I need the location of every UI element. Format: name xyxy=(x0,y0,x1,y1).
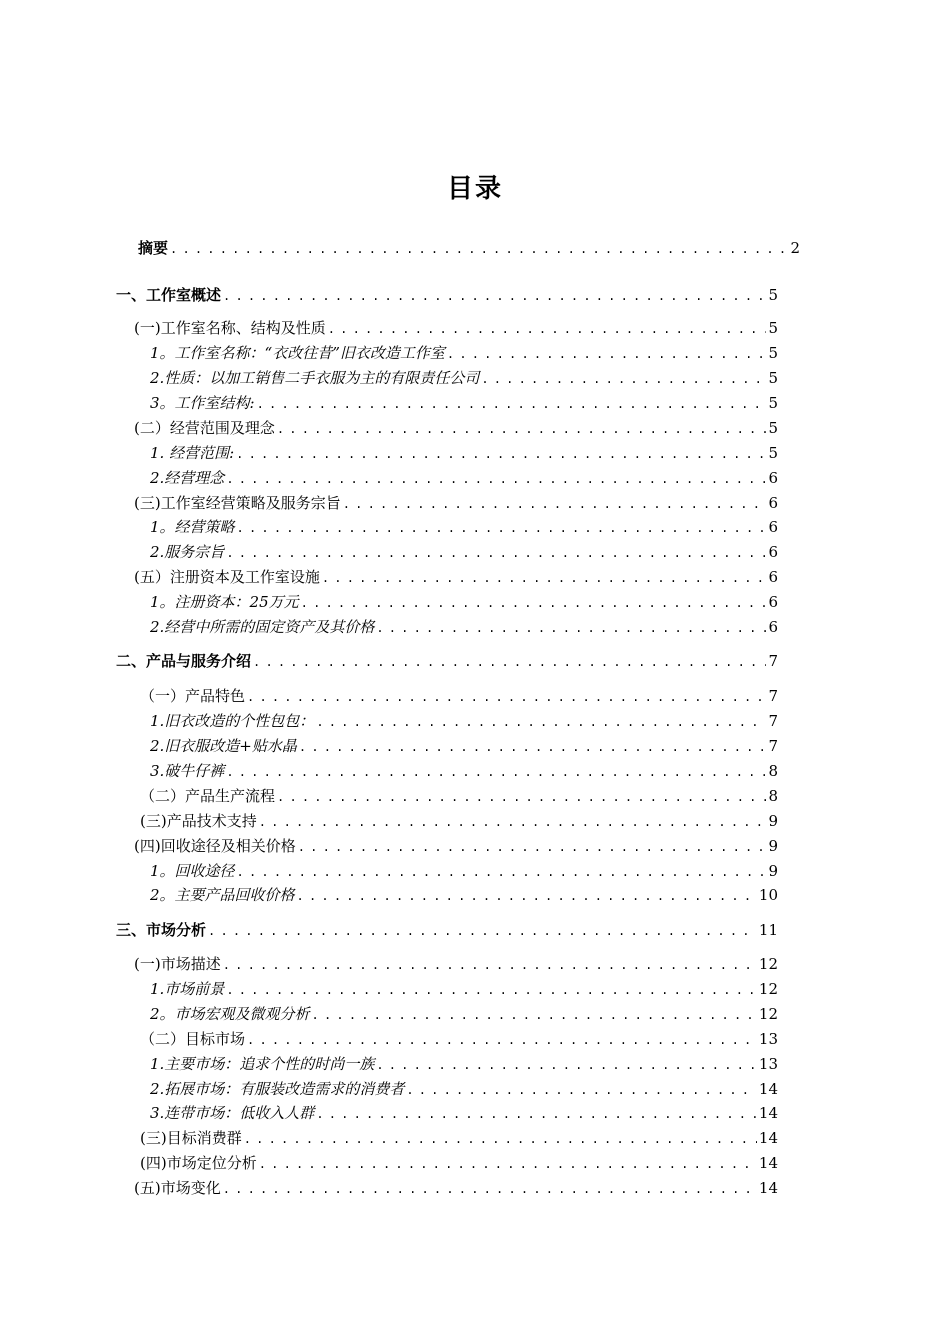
toc-page-number: 6 xyxy=(768,469,778,487)
dot-leader xyxy=(328,318,767,340)
toc-entry[interactable] xyxy=(150,1102,778,1124)
toc-page-number: 5 xyxy=(768,286,778,304)
dot-leader xyxy=(481,368,766,390)
dot-leader xyxy=(226,761,766,783)
dot-leader xyxy=(236,443,766,465)
toc-entry-label: 1. 经营范围: xyxy=(150,444,235,462)
toc-entry[interactable] xyxy=(140,1028,778,1050)
toc-entry-label: 1。经营策略 xyxy=(150,518,235,536)
toc-entry-label: 1。工作室名称：“衣改往昔”旧衣改造工作室 xyxy=(150,344,445,362)
toc-entry-label: 1.主要市场：追求个性的时尚一族 xyxy=(150,1055,375,1073)
toc-entry[interactable] xyxy=(150,516,778,538)
toc-entry-label: 2.经营理念 xyxy=(150,469,225,487)
toc-entry[interactable] xyxy=(150,616,778,638)
toc-entry[interactable] xyxy=(134,566,778,588)
toc-entry-label: 2.拓展市场：有服装改造需求的消费者 xyxy=(150,1080,405,1098)
toc-entry-label: 三、市场分析 xyxy=(116,921,207,939)
toc-page-number: 11 xyxy=(758,921,778,939)
toc-page-number: 9 xyxy=(768,862,778,880)
toc-page-number: 14 xyxy=(758,1179,778,1197)
toc-page-number: 6 xyxy=(768,494,778,512)
toc-entry-label: 3.破牛仔裤 xyxy=(150,762,225,780)
toc-entry-label: (四)市场定位分析 xyxy=(140,1154,257,1172)
dot-leader xyxy=(223,285,766,307)
toc-entry-label: (五）注册资本及工作室设施 xyxy=(134,568,320,586)
dot-leader xyxy=(259,1153,757,1175)
toc-entry[interactable] xyxy=(134,953,778,975)
toc-entry-label: 摘要 xyxy=(138,239,169,257)
dot-leader xyxy=(322,567,767,589)
toc-entry-label: 2.经营中所需的固定资产及其价格 xyxy=(150,618,375,636)
toc-page-number: 12 xyxy=(758,1005,778,1023)
dot-leader xyxy=(237,861,767,883)
toc-entry[interactable] xyxy=(150,978,778,1000)
toc-entry[interactable] xyxy=(150,860,778,882)
toc-entry[interactable] xyxy=(116,919,778,941)
dot-leader xyxy=(312,1004,757,1026)
toc-page-number: 6 xyxy=(768,543,778,561)
toc-entry-label: (二）经营范围及理念 xyxy=(134,419,275,437)
toc-page-number: 6 xyxy=(768,568,778,586)
dot-leader xyxy=(376,1054,757,1076)
toc-page-number: 14 xyxy=(758,1104,778,1122)
dot-leader xyxy=(406,1079,757,1101)
toc-page-number: 9 xyxy=(768,837,778,855)
toc-page-number: 2 xyxy=(790,239,800,257)
toc-entry[interactable] xyxy=(150,1053,778,1075)
toc-entry-label: 2.性质：以加工销售二手衣服为主的有限责任公司 xyxy=(150,369,480,387)
dot-leader xyxy=(259,811,767,833)
toc-entry-label: （二）产品生产流程 xyxy=(140,787,276,805)
toc-entry-label: (三)工作室经营策略及服务宗旨 xyxy=(134,494,341,512)
toc-entry[interactable] xyxy=(140,685,778,707)
toc-entry[interactable] xyxy=(134,417,778,439)
toc-entry-label: (一)市场描述 xyxy=(134,955,221,973)
toc-page-number: 12 xyxy=(758,980,778,998)
toc-entry[interactable] xyxy=(150,884,778,906)
toc-entry[interactable] xyxy=(140,785,778,807)
dot-leader xyxy=(226,468,766,490)
toc-entry-label: (四)回收途径及相关价格 xyxy=(134,837,296,855)
toc-page-number: 7 xyxy=(768,687,778,705)
dot-leader xyxy=(247,686,766,708)
dot-leader xyxy=(237,517,767,539)
toc-entry[interactable] xyxy=(134,492,778,514)
toc-entry-label: （一）产品特色 xyxy=(140,687,246,705)
toc-page-number: 6 xyxy=(768,618,778,636)
dot-leader xyxy=(253,651,766,673)
toc-entry[interactable] xyxy=(140,810,778,832)
toc-entry[interactable] xyxy=(150,467,778,489)
toc-entry-label: 1。回收途径 xyxy=(150,862,235,880)
toc-page-number: 9 xyxy=(768,812,778,830)
dot-leader xyxy=(299,736,767,758)
toc-entry-label: （二）目标市场 xyxy=(140,1030,246,1048)
toc-entry[interactable] xyxy=(138,237,800,259)
toc-page-number: 8 xyxy=(768,787,778,805)
toc-entry[interactable] xyxy=(150,392,778,414)
toc-entry-label: (三)产品技术支持 xyxy=(140,812,257,830)
toc-page-number: 7 xyxy=(768,712,778,730)
toc-entry[interactable] xyxy=(150,760,778,782)
dot-leader xyxy=(277,418,767,440)
toc-entry[interactable] xyxy=(150,735,778,757)
toc-entry-label: (一)工作室名称、结构及性质 xyxy=(134,319,326,337)
toc-page-number: 8 xyxy=(768,762,778,780)
toc-entry-label: 3.连带市场：低收入人群 xyxy=(150,1104,315,1122)
dot-leader xyxy=(298,836,767,858)
toc-page-number: 14 xyxy=(758,1129,778,1147)
toc-entry[interactable] xyxy=(150,367,778,389)
dot-leader xyxy=(247,1029,757,1051)
toc-page-number: 5 xyxy=(768,419,778,437)
toc-page-number: 6 xyxy=(768,518,778,536)
toc-entry[interactable] xyxy=(134,1177,778,1199)
toc-page-number: 13 xyxy=(758,1055,778,1073)
toc-page-number: 5 xyxy=(768,444,778,462)
dot-leader xyxy=(257,393,767,415)
toc-page-number: 13 xyxy=(758,1030,778,1048)
dot-leader xyxy=(301,592,767,614)
dot-leader xyxy=(297,885,757,907)
dot-leader xyxy=(223,1178,757,1200)
dot-leader xyxy=(447,343,767,365)
toc-entry-label: 一、工作室概述 xyxy=(116,286,222,304)
toc-entry-label: 1.市场前景 xyxy=(150,980,225,998)
toc-entry-label: (五)市场变化 xyxy=(134,1179,221,1197)
toc-entry[interactable] xyxy=(150,710,778,732)
toc-entry[interactable] xyxy=(150,342,778,364)
toc-entry[interactable] xyxy=(134,835,778,857)
toc-page-number: 7 xyxy=(768,652,778,670)
toc-entry[interactable] xyxy=(116,650,778,672)
dot-leader xyxy=(208,920,757,942)
toc-page-number: 14 xyxy=(758,1154,778,1172)
dot-leader xyxy=(277,786,766,808)
toc-page-number: 5 xyxy=(768,394,778,412)
dot-leader xyxy=(376,617,766,639)
toc-page-number: 12 xyxy=(758,955,778,973)
toc-page-number: 14 xyxy=(758,1080,778,1098)
toc-entry-label: 3。工作室结构: xyxy=(150,394,255,412)
toc-page-number: 7 xyxy=(768,737,778,755)
toc-page-number: 10 xyxy=(758,886,778,904)
toc-entry[interactable] xyxy=(150,591,778,613)
toc-entry-label: 1。注册资本：25万元 xyxy=(150,593,299,611)
toc-entry-label: (三)目标消费群 xyxy=(140,1129,242,1147)
toc-entry-label: 二、产品与服务介绍 xyxy=(116,652,252,670)
toc-entry[interactable] xyxy=(140,1152,778,1174)
dot-leader xyxy=(316,1103,757,1125)
toc-entry-label: 1.旧衣改造的个性包包： xyxy=(150,712,315,730)
dot-leader xyxy=(244,1128,757,1150)
toc-entry-label: 2。主要产品回收价格 xyxy=(150,886,295,904)
toc-entry[interactable] xyxy=(150,442,778,464)
dot-leader xyxy=(226,979,757,1001)
toc-entry-label: 2.服务宗旨 xyxy=(150,543,225,561)
dot-leader xyxy=(316,711,766,733)
dot-leader xyxy=(343,493,767,515)
toc-entry[interactable] xyxy=(150,541,778,563)
page-title: 目录 xyxy=(446,174,503,204)
toc-entry[interactable] xyxy=(140,1127,778,1149)
toc-entry-label: 2。市场宏观及微观分析 xyxy=(150,1005,310,1023)
toc-entry-label: 2.旧衣服改造+贴水晶 xyxy=(150,737,297,755)
dot-leader xyxy=(223,954,757,976)
toc-entry[interactable] xyxy=(150,1003,778,1025)
toc-page-number: 5 xyxy=(768,344,778,362)
dot-leader xyxy=(226,542,766,564)
toc-page-number: 5 xyxy=(768,369,778,387)
toc-page-number: 5 xyxy=(768,319,778,337)
dot-leader xyxy=(170,238,788,260)
toc-entry[interactable] xyxy=(150,1078,778,1100)
toc-entry[interactable] xyxy=(116,284,778,306)
toc-page-number: 6 xyxy=(768,593,778,611)
toc-entry[interactable] xyxy=(134,317,778,339)
